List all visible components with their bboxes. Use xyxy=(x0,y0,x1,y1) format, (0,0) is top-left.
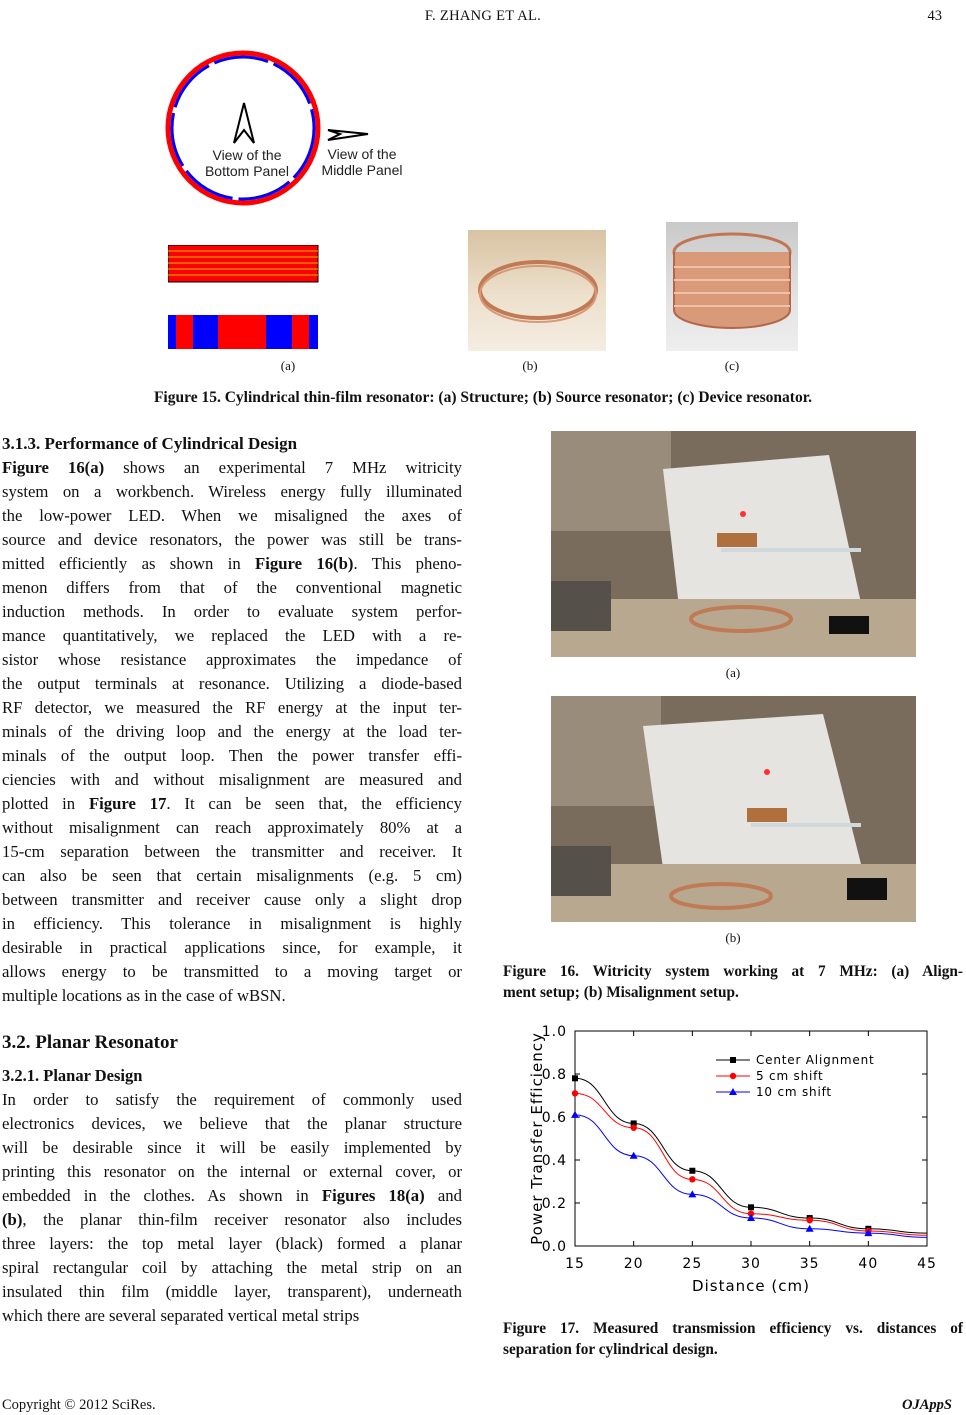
section-313-body-line: Figure 16(a) shows an experimental 7 MHz witricity xyxy=(2,458,462,477)
figure17-chart xyxy=(520,1020,950,1310)
page-header xyxy=(0,6,966,28)
figure16-sub-b: (b) xyxy=(725,930,741,945)
x-tick-label: 25 xyxy=(682,1256,703,1272)
x-tick-label: 30 xyxy=(741,1256,761,1272)
data-point xyxy=(630,1125,636,1131)
section-321-body-line: embedded in the clothes. As shown in Figures 18(a) and xyxy=(2,1186,462,1205)
label-bottom-panel: View of the Bottom Panel xyxy=(204,147,290,179)
label-middle-panel: View of the Middle Panel xyxy=(321,146,403,178)
section-313-body-line: allows energy to be transmitted to a moving target or xyxy=(2,962,462,981)
section-321-body-line: which there are several separated vertical metal strips xyxy=(2,1306,360,1325)
y-axis-label: Power Transfer Efficiency xyxy=(528,1032,546,1245)
section-313-body-line: the low-power LED. When we misaligned the axes of xyxy=(2,506,462,525)
data-point xyxy=(571,1111,579,1118)
y-tick-label: 0.2 xyxy=(541,1196,567,1212)
legend-entry: Center Alignment xyxy=(756,1053,875,1067)
data-point xyxy=(689,1176,695,1182)
section-313-body-line: between transmitter and receiver cause only a slight drop xyxy=(2,890,462,909)
figure16-align-photo xyxy=(551,431,916,657)
x-tick-label: 45 xyxy=(917,1256,937,1272)
section-313-body-line: minals of the output loop. Then the power transfer effi- xyxy=(2,746,462,765)
data-point xyxy=(689,1168,695,1174)
data-point xyxy=(748,1204,754,1210)
section-321-body-line: will be desirable since it will be easily implemented by xyxy=(2,1138,462,1157)
footer-journal: OJAppS xyxy=(902,1397,952,1413)
section-313-body-line: source and device resonators, the power was still be trans- xyxy=(2,530,462,549)
figure15-source-resonator-photo xyxy=(468,230,606,351)
section-313-body-line: minals of the driving loop and the energy at the load ter- xyxy=(2,722,462,741)
y-tick-label: 0.6 xyxy=(541,1110,567,1126)
figure16-caption: Figure 16. Witricity system working at 7 MHz: (a) Align- ment setup; (b) Misalignment setup. xyxy=(503,963,963,1001)
figure15-sub-c: (c) xyxy=(724,358,740,373)
legend-entry: 10 cm shift xyxy=(756,1085,832,1099)
section-313-body-line: sistor whose resistance approximates the impedance of xyxy=(2,650,462,669)
section-313-body-line: ciencies with and without misalignment are measured and xyxy=(2,770,462,789)
data-point xyxy=(572,1090,578,1096)
data-point xyxy=(572,1075,578,1081)
section-heading-313: 3.1.3. Performance of Cylindrical Design xyxy=(2,434,298,453)
section-321-body-line: spiral rectangular coil by attaching the metal strip on an xyxy=(2,1258,462,1277)
figure16-sub-a: (a) xyxy=(725,665,741,680)
section-313-body-line: can also be seen that certain misalignments (e.g. 5 cm) xyxy=(2,866,462,885)
section-321-body-line: electronics devices, we believe that the planar structure xyxy=(2,1114,462,1133)
section-313-body xyxy=(2,456,462,1008)
figure16-misalign-photo xyxy=(551,696,916,922)
section-321-body-line: In order to satisfy the requirement of commonly used xyxy=(2,1090,462,1109)
legend-marker xyxy=(730,1073,736,1079)
x-tick-label: 15 xyxy=(565,1256,585,1272)
section-313-body-line: mitted efficiently as shown in Figure 16(b). This pheno- xyxy=(2,554,462,573)
section-321-body-line: insulated thin film (middle layer, transparent), underneath xyxy=(2,1282,462,1301)
figure15-ring-diagram xyxy=(160,50,420,210)
figure15-sub-a: (a) xyxy=(280,358,296,373)
section-313-body-line: the output terminals at resonance. Utilizing a diode-based xyxy=(2,674,462,693)
section-313-body-line: menon differs from that of the conventional magnetic xyxy=(2,578,462,597)
page-number: 43 xyxy=(927,8,942,24)
section-313-body-line: induction methods. In order to evaluate system perfor- xyxy=(2,602,462,621)
x-tick-label: 40 xyxy=(858,1256,879,1272)
section-313-body-line: multiple locations as in the case of wBSN. xyxy=(2,986,286,1005)
section-heading-321: 3.2.1. Planar Design xyxy=(2,1066,143,1085)
section-313-body-line: 15-cm separation between the transmitter and receiver. It xyxy=(2,842,462,861)
section-313-body-line: plotted in Figure 17. It can be seen that, the efficiency xyxy=(2,794,463,813)
x-tick-label: 20 xyxy=(623,1256,644,1272)
section-heading-32: 3.2. Planar Resonator xyxy=(2,1032,178,1053)
x-axis-label: Distance (cm) xyxy=(692,1277,810,1295)
section-313-body-line: system on a workbench. Wireless energy fully illuminated xyxy=(2,482,462,501)
figure17-caption: Figure 17. Measured transmission efficiency vs. distances of separation for cylindrical design. xyxy=(503,1320,963,1358)
figure15-caption: Figure 15. Cylindrical thin-film resonator: (a) Structure; (b) Source resonator; (c) Device resonator. xyxy=(153,389,813,406)
y-tick-label: 1.0 xyxy=(541,1024,567,1040)
figure15-sub-b: (b) xyxy=(522,358,538,373)
section-321-body-line: (b), the planar thin-film receiver resonator also includes xyxy=(2,1210,462,1229)
section-313-body-line: in efficiency. This tolerance in misalignment is highly xyxy=(2,914,462,933)
section-321-body-line: printing this resonator on the internal or external cover, or xyxy=(2,1162,462,1181)
left-column xyxy=(2,433,462,1328)
section-313-body-line: RF detector, we measured the RF energy at the input ter- xyxy=(2,698,462,717)
y-tick-label: 0.0 xyxy=(541,1239,567,1255)
legend-marker xyxy=(730,1057,736,1063)
section-321-body xyxy=(2,1088,462,1328)
data-point xyxy=(806,1217,812,1223)
y-tick-label: 0.8 xyxy=(541,1067,567,1083)
running-head: F. ZHANG ET AL. xyxy=(424,8,542,24)
legend-entry: 5 cm shift xyxy=(756,1069,824,1083)
section-313-body-line: mance quantitatively, we replaced the LED with a re- xyxy=(2,626,462,645)
section-321-body-line: three layers: the top metal layer (black) formed a planar xyxy=(2,1234,462,1253)
section-313-body-line: without misalignment can reach approximately 80% at a xyxy=(2,818,462,837)
x-tick-label: 35 xyxy=(799,1256,820,1272)
footer-copyright: Copyright © 2012 SciRes. xyxy=(2,1397,156,1413)
section-313-body-line: desirable in practical applications since, for example, it xyxy=(2,938,462,957)
y-tick-label: 0.4 xyxy=(541,1153,567,1169)
figure15-strip-panels xyxy=(168,245,320,351)
figure15-device-resonator-photo xyxy=(666,222,798,351)
